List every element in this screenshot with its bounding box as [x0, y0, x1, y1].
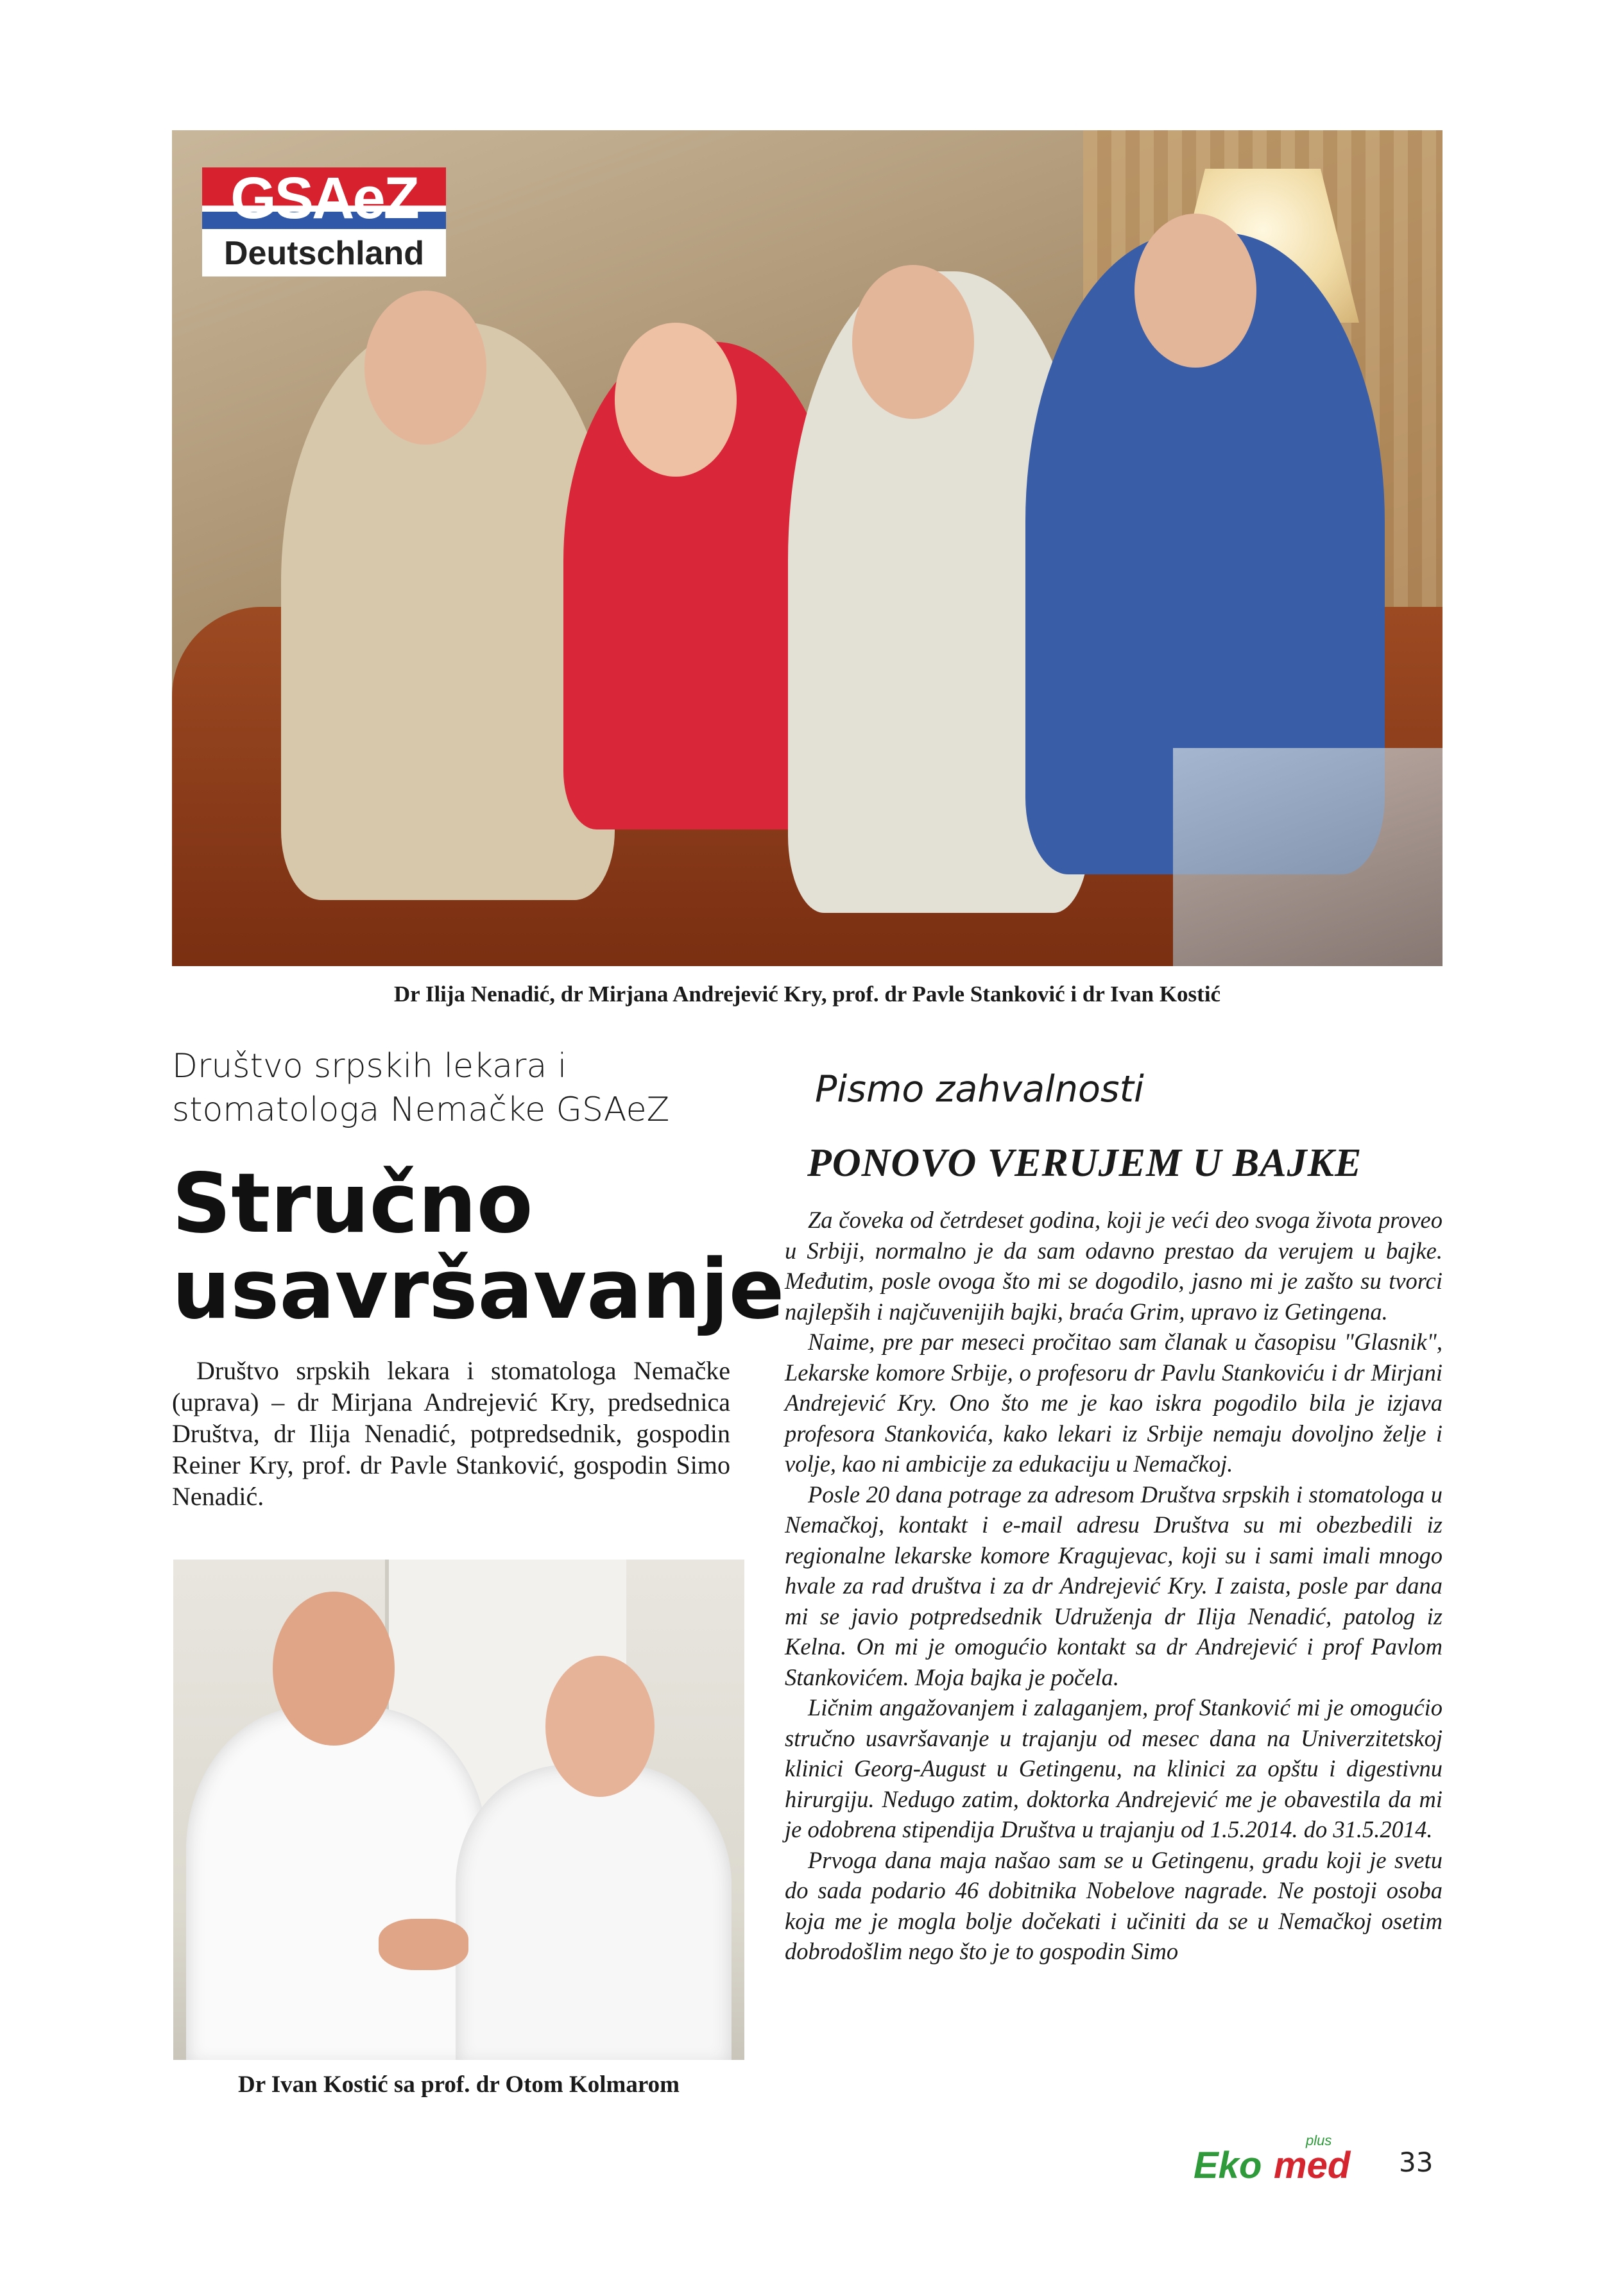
logo-part-plus: plus: [1306, 2132, 1332, 2148]
logo-part-eko: Eko: [1194, 2145, 1262, 2186]
bottom-photo-caption: Dr Ivan Kostić sa prof. dr Otom Kolmarom: [238, 2071, 680, 2098]
face: [615, 323, 737, 477]
face: [852, 265, 974, 419]
logo-part-med: med: [1274, 2145, 1351, 2186]
face: [545, 1656, 655, 1797]
face: [364, 291, 486, 445]
face: [1134, 214, 1256, 368]
letter-paragraph: Prvoga dana maja našao sam se u Getingenu, gradu koji je svetu do sada podario 46 dobitnika Nobelove nagrade. Ne postoji osoba koja me je mogla bolje dočekati i učiniti da se u Nemačkoj osetim dobrodošlim nego što je to gospodin Simo: [785, 1846, 1443, 1964]
glass-table: [1173, 748, 1443, 966]
letter-body: [785, 1205, 1443, 1967]
society-title: Društvo srpskih lekara i stomatologa Nemačke GSAeZ: [172, 1047, 670, 1129]
ekomed-logo: [1194, 2132, 1354, 2189]
logo-country: Deutschland: [223, 235, 425, 272]
letter-paragraph: Posle 20 dana potrage za adresom Društva srpskih i stomatologa u Nemačkoj, kontakt i e-mail adresu Društva su mi obezbedili iz regionalne lekarske komore Kragujevac, koji su i sami imali mnogo hvale za rad društva i za dr Andrejević Kry. I zaista, posle par dana mi se javio potpredsednik Udruženja dr Ilija Nenadić, patolog iz Kelna. On mi je omogućio kontakt sa dr Andrejević i prof Pavlom Stankovićem. Moja bajka je počela.: [785, 1481, 1443, 1690]
letter-label: Pismo zahvalnosti: [815, 1068, 1144, 1110]
face: [273, 1592, 395, 1746]
group-photo: [172, 130, 1443, 966]
letter-paragraph: Ličnim angažovanjem i zalaganjem, prof Stanković mi je omogućio stručno usavršavanje u trajanju od mesec dana na Univerzitetskoj klinici Georg-August u Getingenu, na klinici za opštu i digestivnu hirurgiju. Nedugo zatim, doktorka Andrejević me je obavestila da mi je odobrena stipendija Društva u trajanju od 1.5.2014. do 31.5.2014.: [785, 1694, 1443, 1842]
handshake-photo: [173, 1560, 744, 2060]
main-headline: Stručno usavršavanje: [172, 1156, 785, 1338]
letter-paragraph: Naime, pre par meseci pročitao sam članak u časopisu "Glasnik", Lekarske komore Srbije, o profesoru dr Pavlu Stankoviću i dr Mirjani Andrejević Kry. Ono što me je kao iskra pogodilo bila je izjava profesora Stankovića, kako lekari iz Srbije nemaju dovoljno želje i volje, kao ni ambicije za edukaciju u Nemačkoj.: [785, 1329, 1443, 1477]
letter-title: PONOVO VERUJEM U BAJKE: [807, 1141, 1362, 1185]
white-coat: [456, 1765, 732, 2060]
top-photo-caption: Dr Ilija Nenadić, dr Mirjana Andrejević Kry, prof. dr Pavle Stanković i dr Ivan Kostić: [393, 982, 1221, 1007]
gsaez-logo: [202, 167, 446, 276]
white-coat: [186, 1707, 488, 2060]
page-number: 33: [1399, 2147, 1434, 2178]
letter-paragraph: Za čoveka od četrdeset godina, koji je veći deo svoga života proveo u Srbiji, normalno je da sam odavno prestao da verujem u bajke. Međutim, posle ovoga što mi se dogodilo, jasno mi je zašto su tvorci najlepših i najčuvenijih bajki, braća Grim, upravo iz Getingena.: [785, 1207, 1443, 1325]
logo-brand: GSAeZ: [230, 166, 418, 231]
intro-paragraph: Društvo srpskih lekara i stomatologa Nemačke (uprava) – dr Mirjana Andrejević Kry, predsednica Društva, dr Ilija Nenadić, potpredsednik, gospodin Reiner Kry, prof. dr Pavle Stanković, gospodin Simo Nenadić.: [172, 1356, 730, 1511]
handshake: [379, 1919, 468, 1970]
